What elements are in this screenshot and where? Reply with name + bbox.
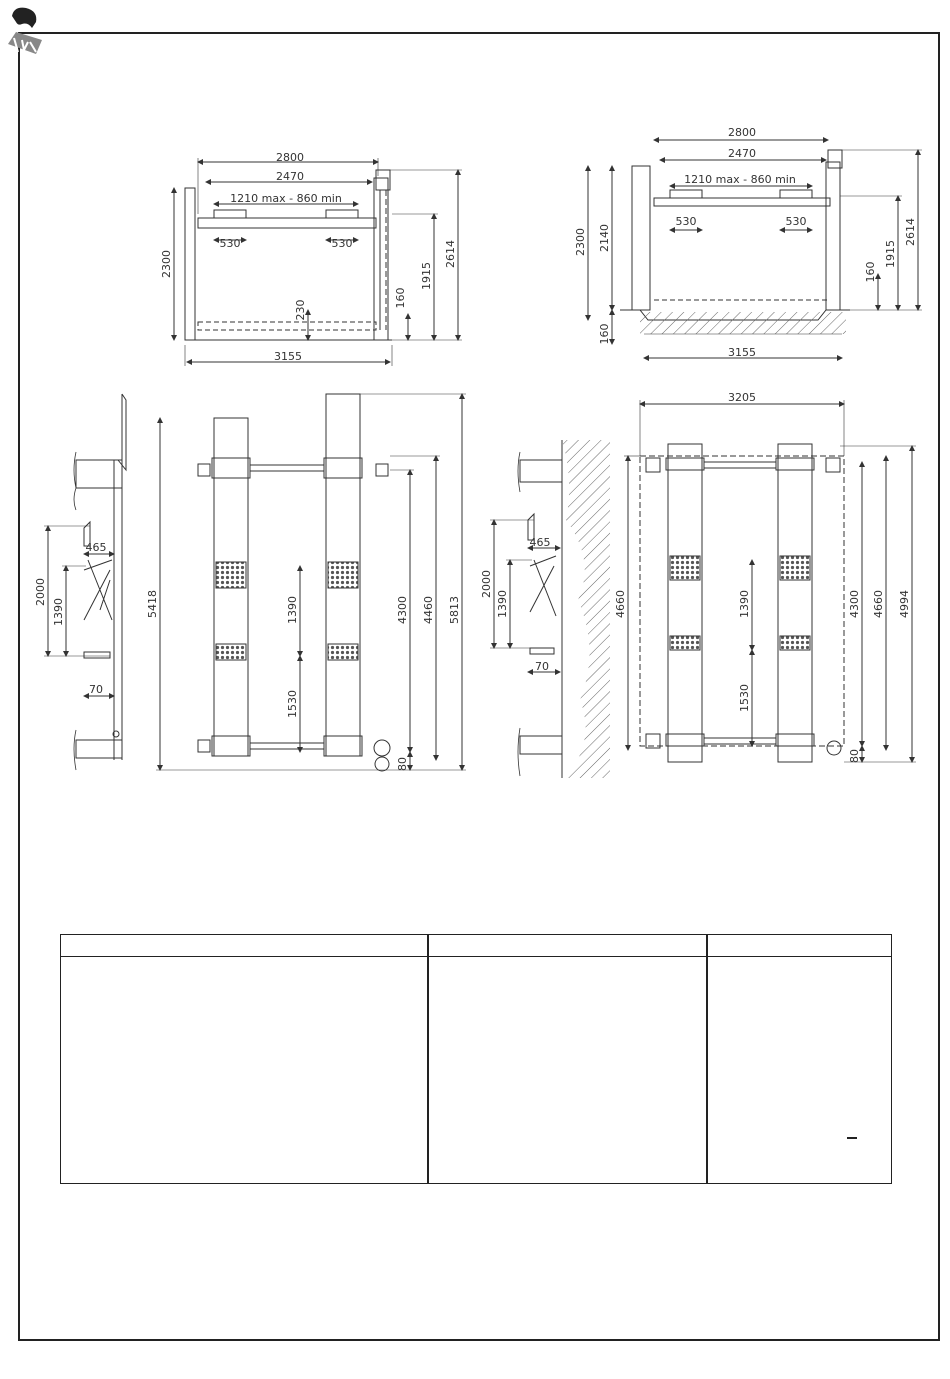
dim-plan-pit-rear-offset: 1530 bbox=[738, 684, 751, 712]
dim-pit-runway-left: 530 bbox=[675, 215, 697, 228]
dim-side-left-jack-stroke: 1390 bbox=[52, 598, 65, 626]
dim-pit-overall-height: 2614 bbox=[904, 218, 917, 246]
dim-plan-pit-overall-width: 3205 bbox=[728, 391, 756, 404]
plan-view-pit bbox=[624, 400, 916, 762]
dim-plan-pit-length: 4660 bbox=[614, 590, 627, 618]
dim-plan-pit-end-offset: 80 bbox=[848, 749, 861, 763]
dim-pit-lift-height: 1915 bbox=[884, 240, 897, 268]
dim-plan-pit-total-length: 4994 bbox=[898, 590, 911, 618]
dim-pit-width-overall: 2800 bbox=[728, 126, 756, 139]
dim-side-left-jack-height: 2000 bbox=[34, 578, 47, 606]
dim-plan-end-offset: 80 bbox=[396, 757, 409, 771]
dim-pit-column-height: 2300 bbox=[574, 228, 587, 256]
dim-front-lift-height: 1915 bbox=[420, 262, 433, 290]
dim-side-right-jack-height: 2000 bbox=[480, 570, 493, 598]
dim-side-right-jack-stroke: 1390 bbox=[496, 590, 509, 618]
dim-side-left-rail-offset: 465 bbox=[85, 541, 107, 554]
front-view-freestanding bbox=[174, 158, 462, 366]
dim-front-wheelbase: 1210 max - 860 min bbox=[230, 192, 342, 205]
dim-side-right-rail-offset: 465 bbox=[529, 536, 551, 549]
spec-table bbox=[60, 934, 892, 1184]
dim-plan-outer-length: 4460 bbox=[422, 596, 435, 624]
spec-table-divider-2 bbox=[706, 935, 708, 1183]
dim-plan-rear-offset: 1530 bbox=[286, 690, 299, 718]
minus-mark bbox=[847, 1137, 857, 1139]
dim-plan-total-length: 5813 bbox=[448, 596, 461, 624]
dim-front-runway-right: 530 bbox=[331, 237, 353, 250]
dim-plan-plate-spacing: 1390 bbox=[286, 596, 299, 624]
dim-pit-height-above-floor: 2140 bbox=[598, 224, 611, 252]
dim-front-width-between: 2470 bbox=[276, 170, 304, 183]
dim-pit-depth: 160 bbox=[598, 323, 611, 345]
dim-front-column-height: 2300 bbox=[160, 250, 173, 278]
dim-front-base-width: 3155 bbox=[274, 350, 302, 363]
dim-plan-column-distance: 4300 bbox=[396, 596, 409, 624]
dim-front-base-height: 160 bbox=[394, 287, 407, 309]
dim-side-left-base-offset: 70 bbox=[89, 683, 103, 696]
dim-side-right-base-offset: 70 bbox=[535, 660, 549, 673]
side-view-left bbox=[44, 394, 126, 770]
dim-pit-base-width: 3155 bbox=[728, 346, 756, 359]
dim-plan-pit-column-distance: 4300 bbox=[848, 590, 861, 618]
dim-front-overall-height: 2614 bbox=[444, 240, 457, 268]
dim-front-runway-left: 530 bbox=[219, 237, 241, 250]
plan-view-freestanding bbox=[156, 394, 466, 771]
dim-front-min-height: 230 bbox=[294, 299, 307, 321]
dim-pit-runway-height: 160 bbox=[864, 261, 877, 283]
dim-plan-pit-plate-spacing: 1390 bbox=[738, 590, 751, 618]
dim-pit-width-between: 2470 bbox=[728, 147, 756, 160]
dim-pit-runway-right: 530 bbox=[785, 215, 807, 228]
dim-pit-wheelbase: 1210 max - 860 min bbox=[684, 173, 796, 186]
dim-front-width-overall: 2800 bbox=[276, 151, 304, 164]
dim-plan-pit-outer-length: 4660 bbox=[872, 590, 885, 618]
spec-table-divider-1 bbox=[427, 935, 429, 1183]
dim-plan-overall-length: 5418 bbox=[146, 590, 159, 618]
spec-table-header bbox=[61, 935, 891, 957]
